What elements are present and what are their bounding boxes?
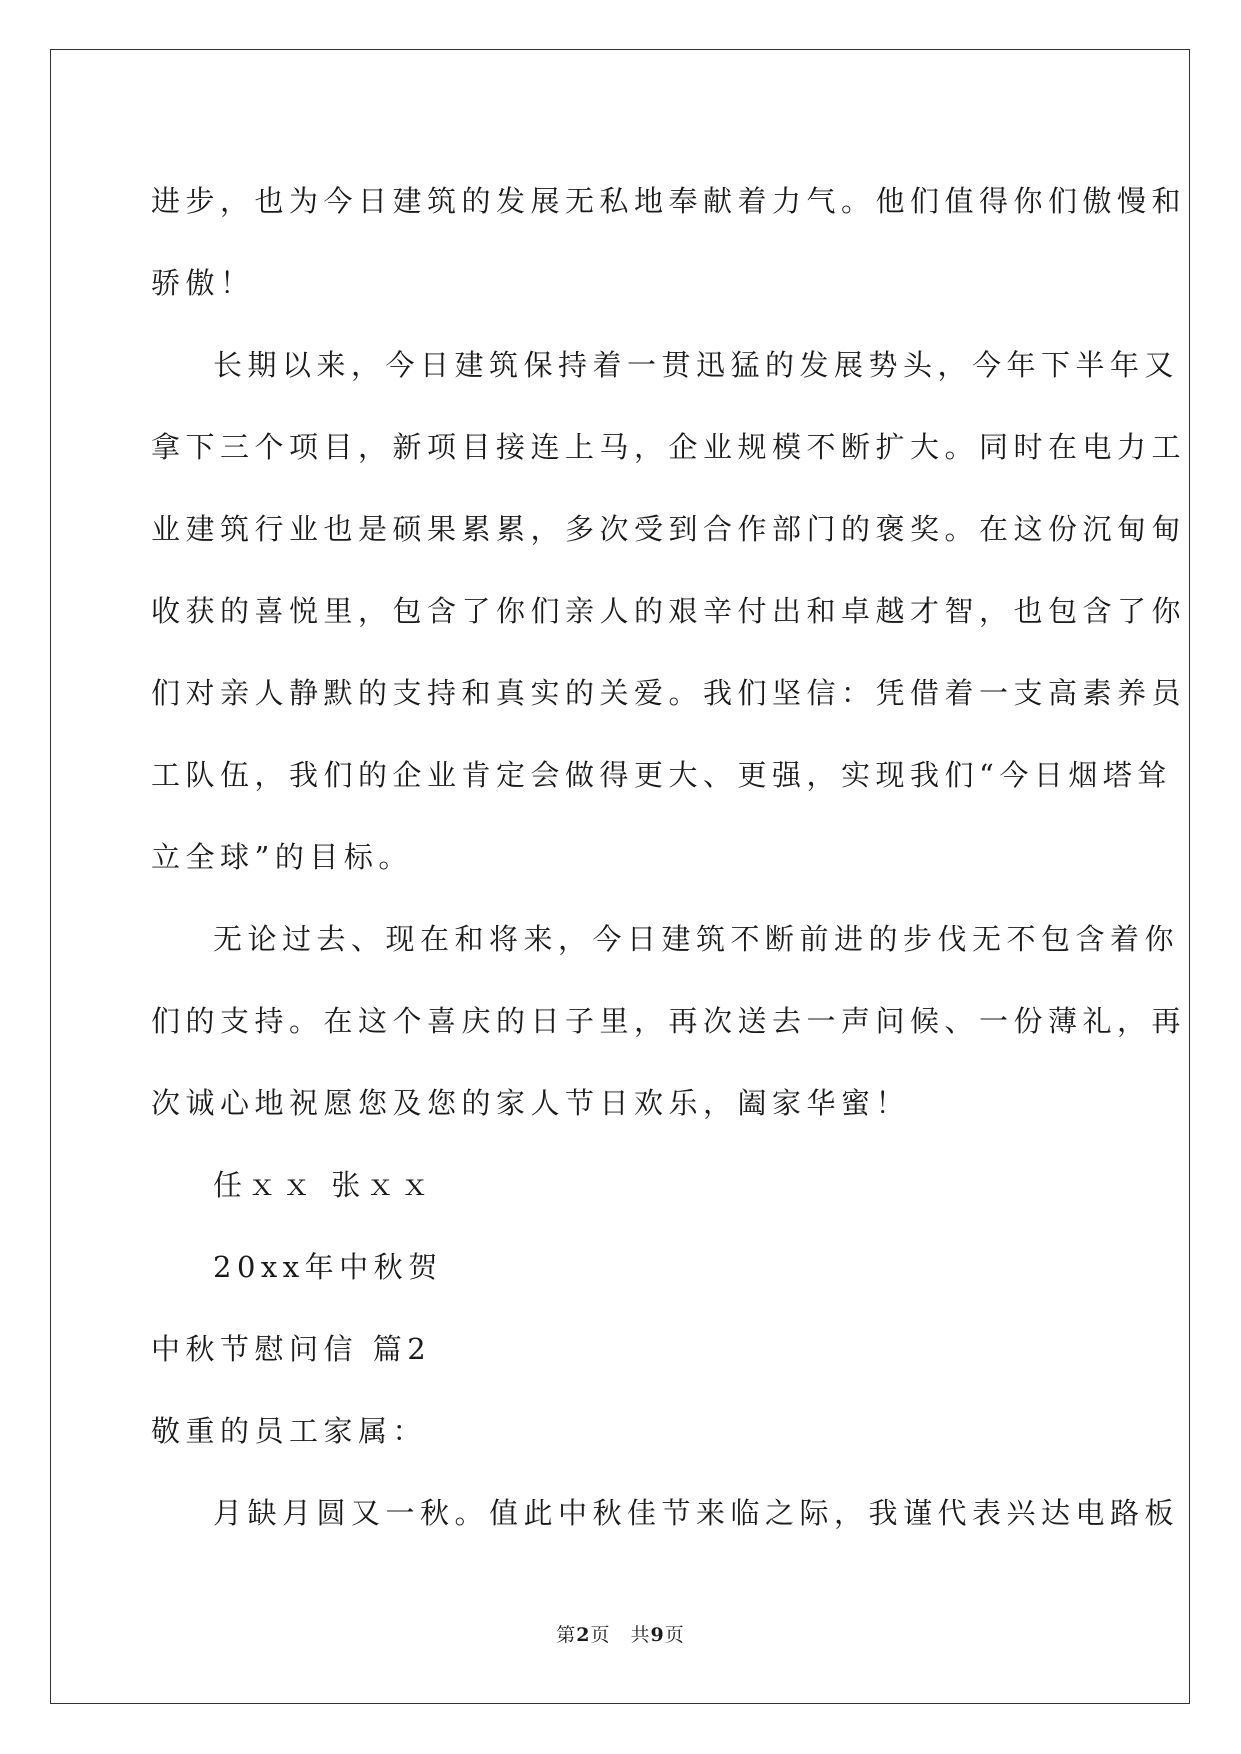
text-line: 拿下三个项目，新项目接连上马，企业规模不断扩大。同时在电力工: [151, 430, 1187, 464]
footer-suffix: 页: [664, 1624, 685, 1646]
text-line: 进步，也为今日建筑的发展无私地奉献着力气。他们值得你们傲慢和: [151, 184, 1187, 218]
text-line: 工队伍，我们的企业肯定会做得更大、更强，实现我们“今日烟塔耸: [151, 758, 1172, 792]
salutation: 敬重的员工家属：: [151, 1414, 428, 1448]
text-line: 收获的喜悦里，包含了你们亲人的艰辛付出和卓越才智，也包含了你: [151, 594, 1187, 628]
text-line: 立全球”的目标。: [151, 840, 413, 874]
text-line: 业建筑行业也是硕果累累，多次受到合作部门的褒奖。在这份沉甸甸: [151, 512, 1187, 546]
text-line: 骄傲！: [151, 266, 255, 300]
text-line: 无论过去、现在和将来，今日建筑不断前进的步伐无不包含着你: [213, 922, 1180, 956]
text-line: 长期以来，今日建筑保持着一贯迅猛的发展势头，今年下半年又: [213, 348, 1180, 382]
page-footer: [0, 1620, 1241, 1647]
section-heading: 中秋节慰问信 篇2: [151, 1332, 432, 1366]
text-line: 月缺月圆又一秋。值此中秋佳节来临之际，我谨代表兴达电路板: [213, 1496, 1180, 1530]
footer-middle: 页 共: [590, 1624, 651, 1646]
signature-line: 任ｘｘ 张ｘｘ: [213, 1168, 435, 1202]
footer-prefix: 第: [556, 1624, 577, 1646]
text-line: 们对亲人静默的支持和真实的关爱。我们坚信：凭借着一支高素养员: [151, 676, 1187, 710]
total-page-count: 9: [650, 1624, 665, 1646]
text-line: 们的支持。在这个喜庆的日子里，再次送去一声问候、一份薄礼，再: [151, 1004, 1187, 1038]
text-line: 次诚心地祝愿您及您的家人节日欢乐，阖家华蜜！: [151, 1086, 911, 1120]
current-page-number: 2: [576, 1624, 591, 1646]
document-body: [151, 160, 1187, 1554]
date-line: 20xx年中秋贺: [213, 1250, 443, 1284]
